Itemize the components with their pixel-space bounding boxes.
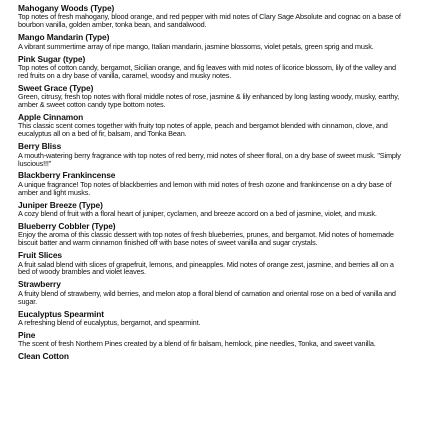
list-item (18, 201, 420, 218)
fragrance-name: Mahogany Woods (Type) (18, 3, 115, 13)
fragrance-name: Berry Bliss (18, 141, 62, 152)
fragrance-name: Sweet Grace (Type) (18, 82, 94, 93)
list-item (18, 310, 420, 327)
list-item (18, 280, 420, 305)
list-item (18, 33, 420, 50)
list-item (18, 142, 420, 167)
fragrance-description: The scent of fresh Northern Pines created by a blend of fir balsam, hemlock, pine needles, Tonka, and sweet vanilla. (18, 339, 376, 349)
list-item (18, 222, 420, 247)
fragrance-name: Blackberry Frankincense (18, 170, 116, 181)
fragrance-name: Fruit Slices (18, 250, 62, 261)
fragrance-description: Green, citrusy, fresh top notes with floral middle notes of rose, jasmine & lily enhanced by long lasting woody, musky, earthy, amber & sweet cotton candy type bottom notes. (18, 92, 400, 110)
fragrance-description: This classic scent comes together with fruity top notes of apple, peach and bergamot blended with cinnamon, clove, and eucalyptus all on a bed of fir, balsam, and Tonka Bean. (18, 121, 388, 139)
fragrance-description: A mouth-watering berry fragrance with top notes of red berry, mid notes of sheer floral, on a dry base of sweet musk. "Simply luscious!!!" (18, 150, 401, 168)
list-item (18, 352, 420, 361)
fragrance-name: Apple Cinnamon (18, 111, 84, 122)
list-item (18, 113, 420, 138)
list-item (18, 331, 420, 348)
list-item (18, 55, 420, 80)
fragrance-description: A fruit salad blend with slices of grapefruit, lemons, and pineapples. Mid notes of orange zest, jasmine, and berries all on a bed of woody brambles and violet leaves. (18, 259, 394, 277)
fragrance-description: Top notes of cotton candy, bergamot, Sicilian orange, and fig leaves with mid notes of licorice blossom, lily of the valley and red fruits on a dry base of vanilla, caramel, woodsy and musky notes. (18, 62, 396, 80)
list-item (18, 84, 420, 109)
list-item (18, 171, 420, 196)
list-item (18, 4, 420, 29)
fragrance-name: Eucalyptus Spearmint (18, 308, 104, 319)
fragrance-name: Pink Sugar (type) (18, 53, 86, 64)
fragrance-description: A cozy blend of fruit with a floral heart of juniper, cyclamen, and breeze accord on a bed of jasmine, violet, and musk. (18, 209, 377, 219)
fragrance-name: Juniper Breeze (Type) (18, 199, 103, 210)
fragrance-name: Strawberry (18, 279, 61, 290)
fragrance-description: A fruity blend of strawberry, wild berries, and melon atop a floral blend of carnation and oriental rose on a bed of vanilla and sugar. (18, 288, 396, 306)
fragrance-description: A refreshing blend of eucalyptus, bergamot, and spearmint. (18, 318, 201, 327)
list-item (18, 251, 420, 276)
fragrance-name: Clean Cotton (18, 351, 69, 362)
fragrance-description: A unique fragrance! Top notes of blackberries and lemon with mid notes of fresh ozone and frankincense on a dry base of amber and light musks. (18, 179, 392, 197)
fragrance-description: Top notes of fresh mahogany, blood orange, and red pepper with mid notes of Clary Sage Absolute and cognac on a base of bourbon vanilla, golden amber, tonka bean, and sandalwood. (18, 12, 401, 30)
fragrance-name: Pine (18, 329, 36, 340)
fragrance-name: Blueberry Cobbler (Type) (18, 220, 116, 231)
fragrance-name: Mango Mandarin (Type) (18, 32, 110, 43)
fragrance-description: A vibrant summertime array of ripe mango, Italian mandarin, jasmine blossoms, violet petals, green sprig and musk. (18, 41, 374, 51)
fragrance-description: Enjoy the aroma of this classic dessert with top notes of fresh blueberries, prunes, and bergamot. Mid notes of homemade biscuit batter and warm cinnamon finished off with base notes of sweet vanilla and sugar crystals. (18, 230, 394, 248)
